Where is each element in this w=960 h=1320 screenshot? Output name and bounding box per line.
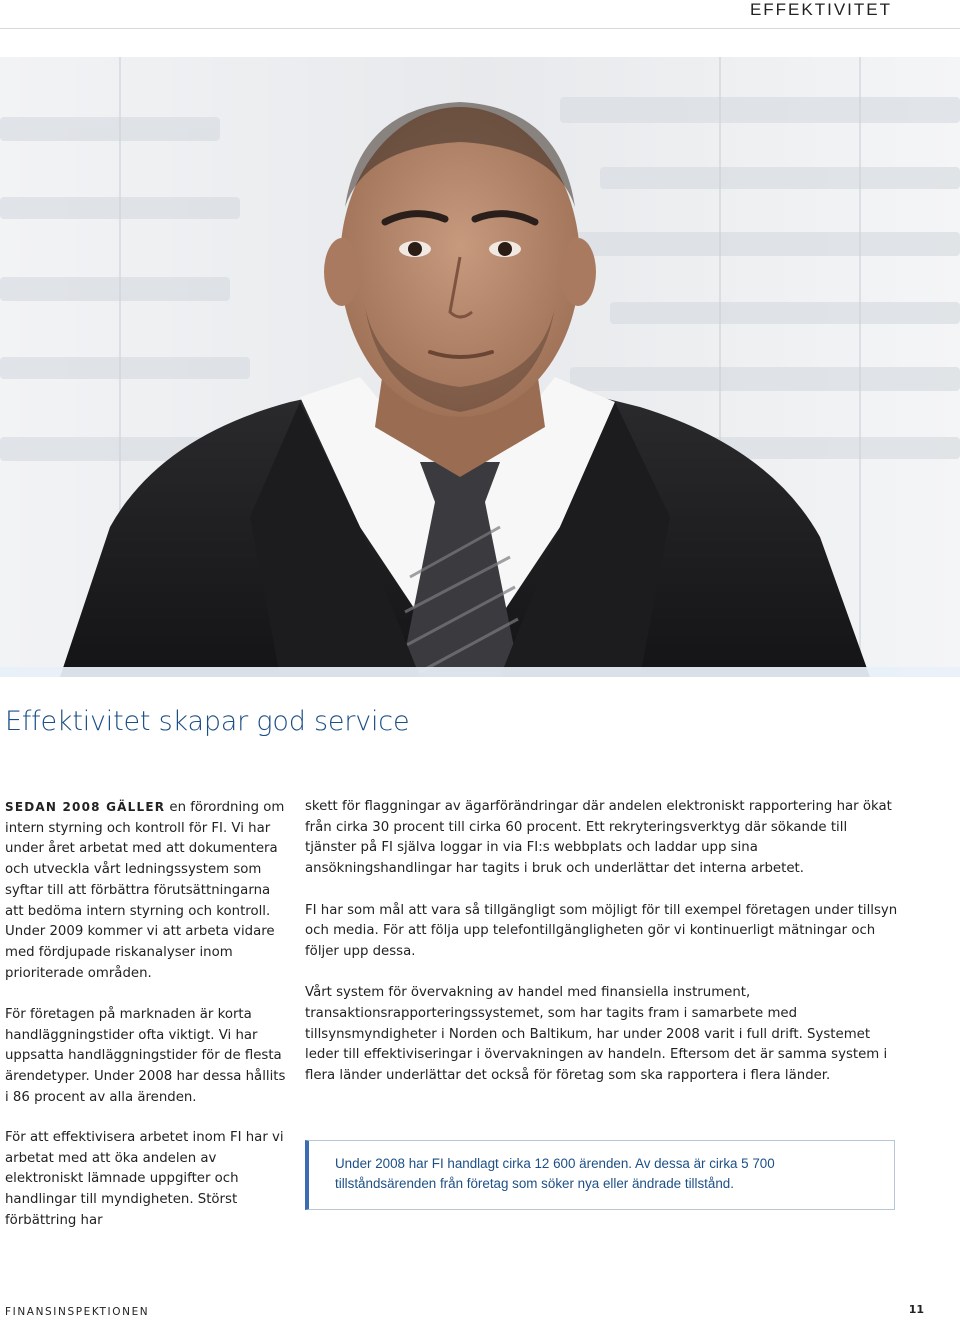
lead-paragraph-text: en förordning om intern styrning och kontroll för FI. Vi har under året arbetat med att dokumentera och utveckla vårt ledningssystem som syftar till att förbättra förutsättningarna att bedöma intern styrning och kontroll. Under 2009 kommer vi att arbeta vidare med fördjupade riskanalyser inom prioriterade områden.: [5, 800, 285, 981]
body-paragraph: FI har som mål att vara så tillgängligt som möjligt för till exempel företagen under tillsyn och media. För att följa upp telefontillgängligheten gör vi kontinuerligt mätningar och följer upp dessa.: [305, 902, 898, 959]
body-paragraph: skett för flaggningar av ägarförändringar där andelen elektroniskt rapportering har ökat från cirka 30 procent till cirka 60 procent. Ett rekryteringsverktyg där sökande till tjänster på FI själva loggar in via FI:s webbplats och laddar upp sina ansökningshandlingar har tagits i bruk och underlättar det interna arbetet.: [305, 799, 892, 877]
fact-box-text: Under 2008 har FI handlagt cirka 12 600 ärenden. Av dessa är cirka 5 700 tillståndsärenden från företag som söker nya eller ändrade tillstånd.: [335, 1156, 775, 1191]
article-headline: Effektivitet skapar god service: [5, 706, 410, 737]
right-column: [305, 797, 900, 1108]
header-divider: [0, 28, 960, 29]
left-column: [5, 797, 287, 1129]
photo-caption-band: [0, 667, 960, 677]
body-paragraph: För företagen på marknaden är korta handläggningstider ofta viktigt. Vi har uppsatta handläggningstider för de flesta ärendetyper. Under 2008 har dessa hållits i 86 procent av alla ärenden.: [5, 1007, 286, 1105]
left-column-continuation: [5, 1128, 287, 1252]
portrait-photo: [0, 57, 960, 677]
portrait-illustration: [0, 57, 960, 677]
section-label: EFFEKTIVITET: [749, 0, 892, 19]
fact-box: [305, 1140, 895, 1210]
body-paragraph: Vårt system för övervakning av handel med finansiella instrument, transaktionsrapporteringssystemet, som har tagits fram i samarbete med tillsynsmyndigheter i Norden och Baltikum, har under 2008 varit i full drift. Systemet leder till effektiviseringar i övervakningen av handeln. Eftersom det är samma system i flera länder underlättar det också för företag som ska rapportera i flera länder.: [305, 985, 888, 1084]
lead-in-caps: SEDAN 2008 GÄLLER: [5, 800, 166, 814]
lead-paragraph: [5, 797, 287, 984]
body-paragraph: För att effektivisera arbetet inom FI har vi arbetat med att öka andelen av elektroniskt lämnade uppgifter och handlingar till myndigheten. Störst förbättring har: [5, 1130, 284, 1228]
page-number: 11: [908, 1303, 924, 1316]
footer-publisher: FINANSINSPEKTIONEN: [5, 1306, 150, 1318]
